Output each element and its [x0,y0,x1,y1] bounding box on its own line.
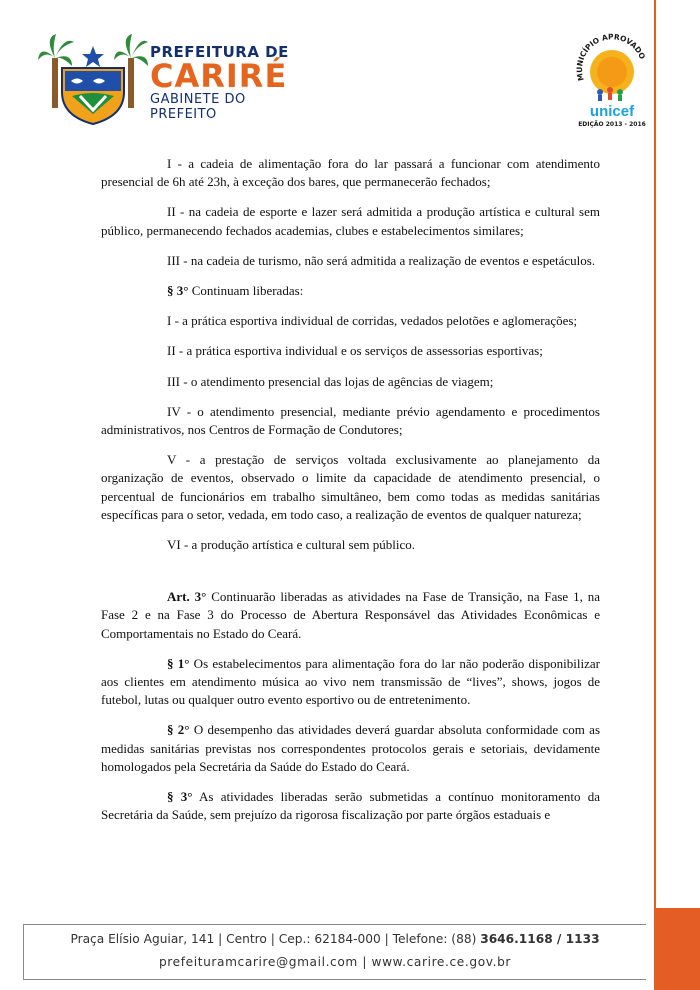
paragraph: III - o atendimento presencial das lojas de agências de viagem; [167,373,494,389]
footer-contact: prefeituramcarire@gmail.com | www.carire.ce.gov.br [158,955,512,969]
footer-phones: 3646.1168 / 1133 [480,932,600,946]
paragraph: § 2° O desempenho das atividades deverá guardar absoluta conformidade com as medidas sanitárias previstas nos correspondentes protocolos gerais e setoriais, devidamente homologados pela Secretária da Saúde do Estado do Ceará. [101,722,601,774]
side-accent-line [654,0,656,908]
paragraph: III - na cadeia de turismo, não será admitida a realização de eventos e espetáculos. [167,252,596,268]
paragraph: § 3° Continuam liberadas: [167,283,304,299]
org-line-2: GABINETE DO PREFEITO [150,92,246,122]
side-accent-block [654,908,700,990]
org-line-1: PREFEITURA DE [150,43,289,61]
paragraph: § 1° Os estabelecimentos para alimentação fora do lar não poderão disponibilizar aos clientes em atendimento música ao vivo nem transmissão de “lives”, shows, jogos de futebol, lutas ou qualquer outro evento esportivo ou de entretenimento. [101,655,600,708]
brand-wordmark [150,44,310,122]
seal-edition: EDIÇÃO 2013 - 2016 [578,121,646,128]
paragraph: V - a prestação de serviços voltada exclusivamente ao planejamento da organização de eventos, observado o limite da capacidade de atendimento presencial, o percentual de funcionários em trabalho simultâneo, bem como todas as medidas sanitárias específicas para o setor, vedada, em todo caso, a realização de eventos de qualquer natureza; [101,452,600,522]
seal-arc-text: MUNICÍPIO APROVADO [574,32,647,82]
unicef-seal [572,28,652,132]
paragraph: § 3° As atividades liberadas serão submetidas a contínuo monitoramento da Secretária da Saúde, sem prejuízo da rigorosa fiscalização por parte órgãos estaduais e [101,789,601,823]
letterhead-footer [23,924,646,980]
paragraph: II - na cadeia de esporte e lazer será admitida a produção artística e cultural sem público, permanecendo fechados academias, clubes e estabelecimentos similares; [101,204,600,238]
org-name: CARIRÉ [150,57,288,95]
article-heading-paragraph: Art. 3° Continuarão liberadas as atividades na Fase de Transição, na Fase 1, na Fase 2 e na Fase 3 do Processo de Abertura Responsável das Atividades Econômicas e Comportamentais no Estado do Ceará. [101,589,600,641]
municipal-crest-logo [38,30,148,126]
paragraph: IV - o atendimento presencial, mediante prévio agendamento e procedimentos administrativos, nos Centros de Formação de Condutores; [101,403,600,438]
footer-address: Praça Elísio Aguiar, 141 | Centro | Cep.: 62184-000 | Telefone: (88) 3646.1168 / 1133 [70,932,600,946]
paragraph: I - a prática esportiva individual de corridas, vedados pelotões e aglomerações; [167,313,578,329]
letterhead [0,0,700,140]
document-body [101,155,600,836]
paragraph: VI - a produção artística e cultural sem público. [167,537,415,553]
paragraph: II - a prática esportiva individual e os serviços de assessorias esportivas; [167,343,543,359]
paragraph: I - a cadeia de alimentação fora do lar passará a funcionar com atendimento presencial de 6h até 23h, à exceção dos bares, que permanecerão fechados; [101,156,600,190]
seal-brand: unicef [589,103,635,120]
